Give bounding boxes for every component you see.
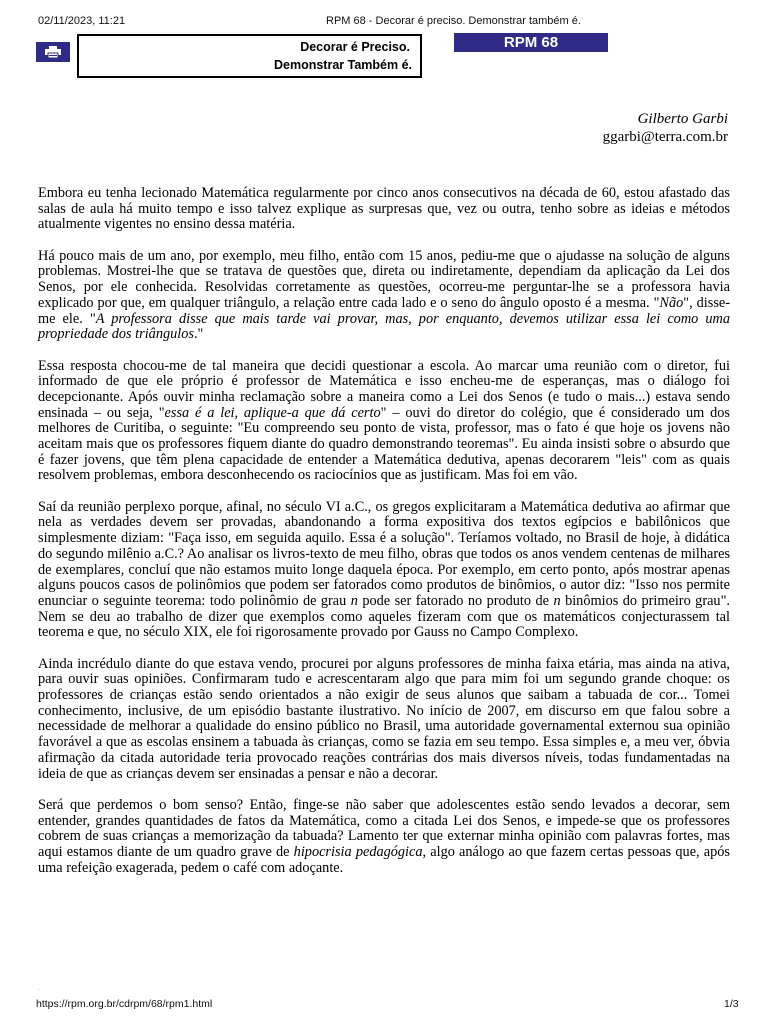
paragraph-text: Embora eu tenha lecionado Matemática regularmente por cinco anos consecutivos na década de 60, estou afastado das salas de aula há muito tempo e isso talvez explique as surpresas que, vez ou outra, tenho sobre as ideias e métodos atualmente vigentes no ensino dessa matéria. <box>38 185 730 233</box>
paragraph-text: binômios do primeiro grau". Nem se deu ao trabalho de dizer que exemplos como aqueles fizeram com que os matemáticos conjecturassem tal teorema e que, no século XIX, ele foi rigorosamente provado por Gauss no Campo Complexo. <box>38 592 730 641</box>
paragraph-text: Essa resposta chocou-me de tal maneira que decidi questionar a escola. Ao marcar uma reunião com o diretor, fui informado de que ele próprio é professor de Matemática e isso encheu-me de esperanças, mas o diálogo foi decepcionante. Após ouvir minha reclamação sobre a maneira como a Lei dos Senos (e tudo o mais...) estava sendo ensinada – ou seja, " <box>38 357 730 421</box>
header-page-title: RPM 68 - Decorar é preciso. Demonstrar também é. <box>326 15 581 27</box>
emphasis-text: Não <box>659 294 684 311</box>
print-button[interactable] <box>36 42 70 62</box>
paragraph-text: pode ser fatorado no produto de <box>357 592 554 609</box>
paragraph-text: " – ouvi do diretor do colégio, que é considerado um dos melhores de Curitiba, o seguinte: "Eu compreendo seu ponto de vista, professor, mas o fato é que hoje os jovens não aceitam mais que os professores fiquem diante do quadro demonstrando teoremas". Eu ainda insisti sobre o absurdo que é fazer jovens, que têm plena capacidade de entender a Matemática dedutiva, apenas decorarem "leis" com as quais resolvem problemas, embora desconhecendo os raciocínios que as justificam. Mas foi em vão. <box>38 404 730 484</box>
author-email[interactable]: ggarbi@terra.com.br <box>602 129 728 145</box>
author-block <box>603 110 728 146</box>
emphasis-text: hipocrisia pedagógica <box>293 843 423 860</box>
footer-url[interactable]: https://rpm.org.br/cdrpm/68/rpm1.html <box>36 998 213 1010</box>
paragraph-text: Ainda incrédulo diante do que estava vendo, procurei por alguns professores de minha faixa etária, mas ainda na ativa, para ouvir suas opiniões. Confirmaram tudo e acrescentaram algo que para mim foi um segundo grande choque: os professores de crianças estão sendo orientados a não exigir de seus alunos que saibam a tabuada de cor... Tomei conhecimento, inclusive, de um episódio bastante ilustrativo. No início de 2007, em discurso em que falou sobre a necessidade de melhorar a qualidade do ensino público no Brasil, uma autoridade governamental externou sua opinião favorável a que as escolas ensinem a tabuada às crianças, como se fazia em seu tempo. Essa simples e, a meu ver, óbvia afirmação da citada autoridade teria provocado reações contrárias dos mais diversos níveis, todas fundamentadas na ideia de que as crianças devem ser ensinadas a pensar e não a decorar. <box>38 655 730 782</box>
header-datetime: 02/11/2023, 11:21 <box>38 15 126 27</box>
paragraph-text: Saí da reunião perplexo porque, afinal, no século VI a.C., os gregos explicitaram a Matemática dedutiva ao afirmar que nela as verdades devem ser provadas, abandonando a forma expositiva dos textos egípcios e babilônicos que simplesmente diziam: "Faça isso, em seguida aquilo. Essa é a solução". Teríamos voltado, no Brasil de hoje, à didática do segundo milênio a.C.? Ao analisar os livros-texto de meu filho, obras que todos os anos vendem centenas de milhares de exemplares, concluí que não estamos muito longe daquela época. Por exemplo, em certo ponto, após mostrar apenas alguns poucos casos de polinômios que podem ser fatorados como produtos de binômios, o autor diz: "Isso nos permite enunciar o seguinte teorema: todo polinômio de grau <box>38 498 730 609</box>
paragraph-text: ." <box>193 326 204 343</box>
paragraph <box>38 186 730 233</box>
paragraph-text: Há pouco mais de um ano, por exemplo, meu filho, então com 15 anos, pediu-me que o ajudasse na solução de alguns problemas. Mostrei-lhe que se tratava de questões que, direta ou indiretamente, dependiam da aplicação da Lei dos Senos, por ele conhecida. Resolvidas corretamente as questões, ocorreu-me perguntar-lhe se a professora havia explicado por que, em qualquer triângulo, a relação entre cada lado e o seno do ângulo oposto é a mesma. " <box>38 247 730 311</box>
printer-icon <box>45 46 61 58</box>
paragraph-text: Será que perdemos o bom senso? Então, finge-se não saber que adolescentes estão sendo levados a decorar, sem entender, grandes quantidades de fatos da Matemática, como a citada Lei dos Senos, e impede-se que os professores cobrem de suas crianças a memorização da tabuada? Lamento ter que externar minha opinião com palavras fortes, mas aqui estamos diante de um quadro grave de <box>38 796 730 860</box>
footer-page-number: 1/3 <box>724 998 739 1010</box>
article-body <box>38 186 730 876</box>
article-title-box <box>77 34 422 78</box>
author-name: Gilberto Garbi <box>637 111 728 127</box>
emphasis-text: essa é a lei, aplique-a que dá certo <box>164 404 381 421</box>
article-title-line1: Decorar é Preciso. <box>300 40 410 54</box>
footer-mark: . <box>38 986 40 992</box>
emphasis-text: A professora disse que mais tarde vai provar, mas, por enquanto, devemos utilizar essa lei como uma propriedade dos triângulos <box>38 310 730 343</box>
paragraph <box>38 249 730 343</box>
article-title-line2: Demonstrar Também é. <box>273 58 412 72</box>
emphasis-text: n <box>553 592 561 609</box>
paragraph <box>38 657 730 783</box>
paragraph <box>38 359 730 485</box>
paragraph-text: , algo análogo ao que fazem certas pessoas que, após uma refeição exagerada, pedem o café com adoçante. <box>38 843 730 876</box>
issue-badge: RPM 68 <box>454 33 608 52</box>
paragraph-text: ", disse-me ele. " <box>38 294 730 327</box>
paragraph <box>38 500 730 641</box>
paragraph <box>38 798 730 877</box>
emphasis-text: n <box>350 592 358 609</box>
